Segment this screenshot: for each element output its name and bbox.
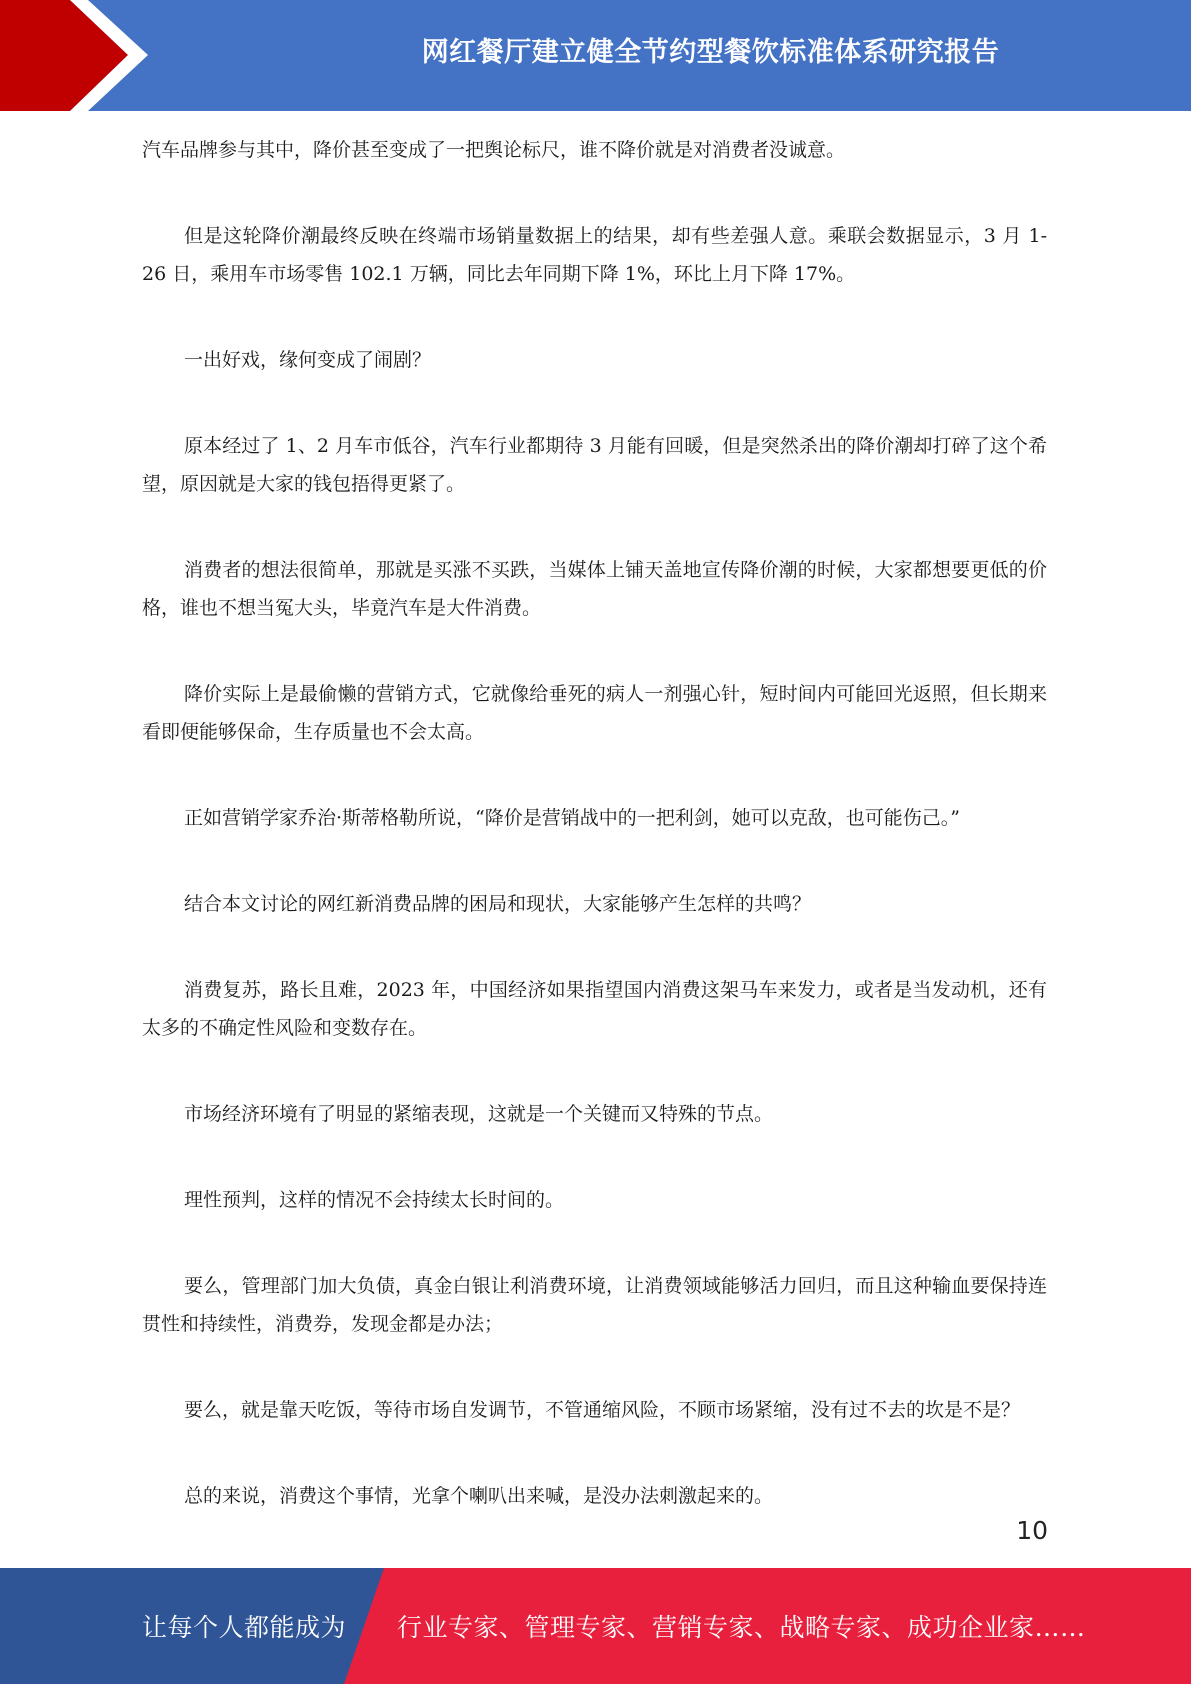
document-title: 网红餐厅建立健全节约型餐饮标准体系研究报告 — [421, 36, 1000, 68]
paragraph: 要么，管理部门加大负债，真金白银让利消费环境，让消费领域能够活力回归，而且这种输血要保持连贯性和持续性，消费券，发现金都是办法； — [142, 1275, 1047, 1335]
paragraph: 降价实际上是最偷懒的营销方式，它就像给垂死的病人一剂强心针，短时间内可能回光返照，但长期来看即便能够保命，生存质量也不会太高。 — [142, 683, 1047, 743]
paragraph: 正如营销学家乔治·斯蒂格勒所说，“降价是营销战中的一把利剑，她可以克敌，也可能伤己。” — [184, 807, 960, 829]
page-header — [0, 0, 1191, 111]
footer-slogan-left: 让每个人都能成为 — [142, 1613, 347, 1642]
document-body — [142, 131, 1047, 1563]
paragraph: 消费者的想法很简单，那就是买涨不买跌，当媒体上铺天盖地宣传降价潮的时候，大家都想要更低的价格，谁也不想当冤大头，毕竟汽车是大件消费。 — [142, 559, 1047, 619]
paragraph: 市场经济环境有了明显的紧缩表现，这就是一个关键而又特殊的节点。 — [184, 1103, 774, 1125]
page-number: 10 — [1016, 1516, 1048, 1545]
paragraph: 消费复苏，路长且难，2023 年，中国经济如果指望国内消费这架马车来发力，或者是当发动机，还有太多的不确定性风险和变数存在。 — [142, 979, 1047, 1039]
header-chevron-graphic — [0, 0, 160, 111]
paragraph: 原本经过了 1、2 月车市低谷，汽车行业都期待 3 月能有回暖，但是突然杀出的降价潮却打碎了这个希望，原因就是大家的钱包捂得更紧了。 — [142, 435, 1047, 495]
paragraph: 总的来说，消费这个事情，光拿个喇叭出来喊，是没办法刺激起来的。 — [184, 1485, 774, 1507]
page-footer — [0, 1568, 1191, 1684]
paragraph: 要么，就是靠天吃饭，等待市场自发调节，不管通缩风险，不顾市场紧缩，没有过不去的坎是不是？ — [184, 1399, 1021, 1421]
footer-slogan-right: 行业专家、管理专家、营销专家、战略专家、成功企业家…… — [397, 1613, 1086, 1642]
paragraph: 理性预判，这样的情况不会持续太长时间的。 — [184, 1189, 565, 1211]
paragraph: 结合本文讨论的网红新消费品牌的困局和现状，大家能够产生怎样的共鸣？ — [184, 893, 812, 915]
red-chevron-shape — [0, 0, 128, 111]
paragraph: 一出好戏，缘何变成了闹剧？ — [184, 349, 432, 371]
paragraph: 汽车品牌参与其中，降价甚至变成了一把舆论标尺，谁不降价就是对消费者没诚意。 — [142, 139, 846, 161]
paragraph: 但是这轮降价潮最终反映在终端市场销量数据上的结果，却有些差强人意。乘联会数据显示，3 月 1-26 日，乘用车市场零售 102.1 万辆，同比去年同期下降 1%，环比上月下降 17%。 — [142, 225, 1047, 285]
